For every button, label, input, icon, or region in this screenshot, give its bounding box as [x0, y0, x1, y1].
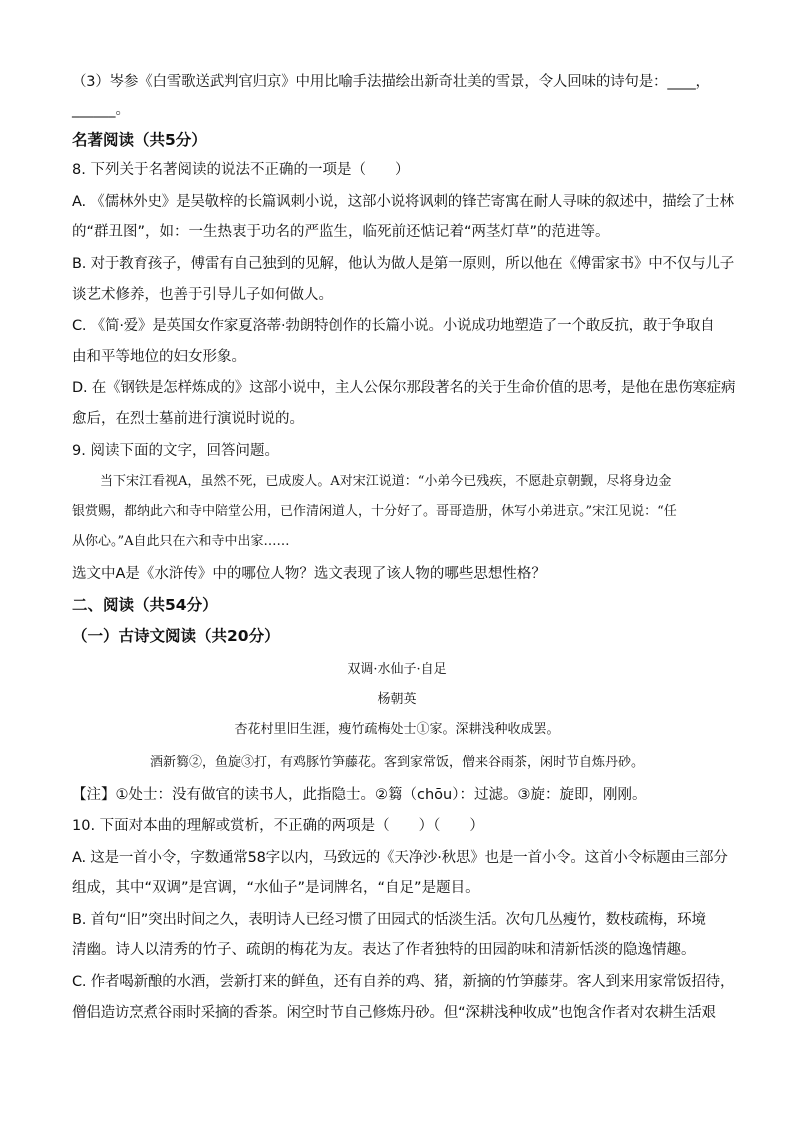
- question-8-option-c-cont: 由和平等地位的妇女形象。: [72, 349, 246, 365]
- poem-title: 双调·水仙子·自足: [347, 662, 447, 677]
- subsection-heading-classical-poetry: （一）古诗文阅读（共20分）: [72, 627, 280, 645]
- question-10-option-b-cont: 清幽。诗人以清秀的竹子、疏朗的梅花为友。表达了作者独特的田园韵味和清新恬淡的隐逸情趣。: [72, 942, 696, 958]
- question-10-option-b: B. 首句“旧”突出时间之久，表明诗人已经习惯了田园式的恬淡生活。次句几丛瘦竹，数枝疏梅，环境: [72, 912, 706, 928]
- question-8-option-a: A. 《儒林外史》是吴敬梓的长篇讽刺小说，这部小说将讽刺的锋芒寄寓在耐人寻味的叙述中，描绘了士林: [72, 194, 734, 210]
- line-q3-poem: （3）岑参《白雪歌送武判官归京》中用比喻手法描绘出新奇壮美的雪景，令人回味的诗句是：____，: [72, 74, 710, 90]
- question-8-option-a-cont: 的“群丑图”，如：一生热衷于功名的严监生，临死前还惦记着“两茎灯草”的范进等。: [72, 224, 610, 240]
- poem-line-1: 杏花村里旧生涯，瘦竹疏梅处士①家。深耕浅种收成罢。: [234, 722, 560, 737]
- question-10-option-c: C. 作者喝新酿的水酒，尝新打来的鲜鱼，还有自养的鸡、猪，新摘的竹笋藤芽。客人到来用家常饭招待，: [72, 974, 735, 990]
- question-10-option-a: A. 这是一首小令，字数通常58字以内，马致远的《天净沙·秋思》也是一首小令。这首小令标题由三部分: [72, 850, 728, 866]
- question-8-option-d-cont: 愈后，在烈士墓前进行演说时说的。: [72, 411, 304, 427]
- question-8-option-d: D. 在《钢铁是怎样炼成的》这部小说中，主人公保尔那段著名的关于生命价值的思考，是他在患伤寒症病: [72, 380, 736, 396]
- passage-9-line-2: 银赏赐，都纳此六和寺中陪堂公用，已作清闲道人，十分好了。哥哥造册，休写小弟进京。”宋江见说：“任: [72, 504, 677, 519]
- passage-9-line-1: 当下宋江看视A，虽然不死，已成废人。A对宋江说道：“小弟今已残疾，不愿赴京朝觐，尽将身边金: [100, 474, 672, 489]
- question-8-option-b: B. 对于教育孩子，傅雷有自己独到的见解，他认为做人是第一原则，所以他在《傅雷家书》中不仅与儿子: [72, 256, 735, 272]
- question-10-option-a-cont: 组成，其中“双调”是宫调，“水仙子”是词牌名，“自足”是题目。: [72, 880, 480, 896]
- question-8-option-c: C. 《简·爱》是英国女作家夏洛蒂·勃朗特创作的长篇小说。小说成功地塑造了一个敢反抗，敢于争取自: [72, 318, 715, 334]
- question-10-stem: 10. 下面对本曲的理解或赏析，不正确的两项是（ ）（ ）: [72, 818, 484, 834]
- section-heading-classics: 名著阅读（共5分）: [72, 131, 207, 149]
- question-8-option-b-cont: 谈艺术修养，也善于引导儿子如何做人。: [72, 287, 333, 303]
- question-8-stem: 8. 下列关于名著阅读的说法不正确的一项是（ ）: [72, 162, 410, 178]
- passage-9-line-3: 从你心。”A自此只在六和寺中出家……: [72, 534, 290, 549]
- poem-author: 杨朝英: [377, 692, 417, 707]
- poem-line-2: 酒新篘②，鱼旋③打，有鸡豚竹笋藤花。客到家常饭，僧来谷雨茶，闲时节自炼丹砂。: [149, 755, 644, 770]
- question-9-prompt: 选文中A是《水浒传》中的哪位人物？选文表现了该人物的哪些思想性格？: [72, 566, 546, 582]
- section-heading-reading: 二、阅读（共54分）: [72, 596, 218, 614]
- question-9-stem: 9. 阅读下面的文字，回答问题。: [72, 443, 279, 459]
- question-10-option-c-cont: 僧侣造访烹煮谷雨时采摘的香茶。闲空时节自己修炼丹砂。但“深耕浅种收成”也饱含作者对农耕生活艰: [72, 1005, 716, 1021]
- line-q3-blank: ______。: [72, 102, 130, 118]
- poem-notes: 【注】①处士：没有做官的读书人，此指隐士。②篘（chōu）：过滤。③旋：旋即，刚刚。: [72, 787, 647, 803]
